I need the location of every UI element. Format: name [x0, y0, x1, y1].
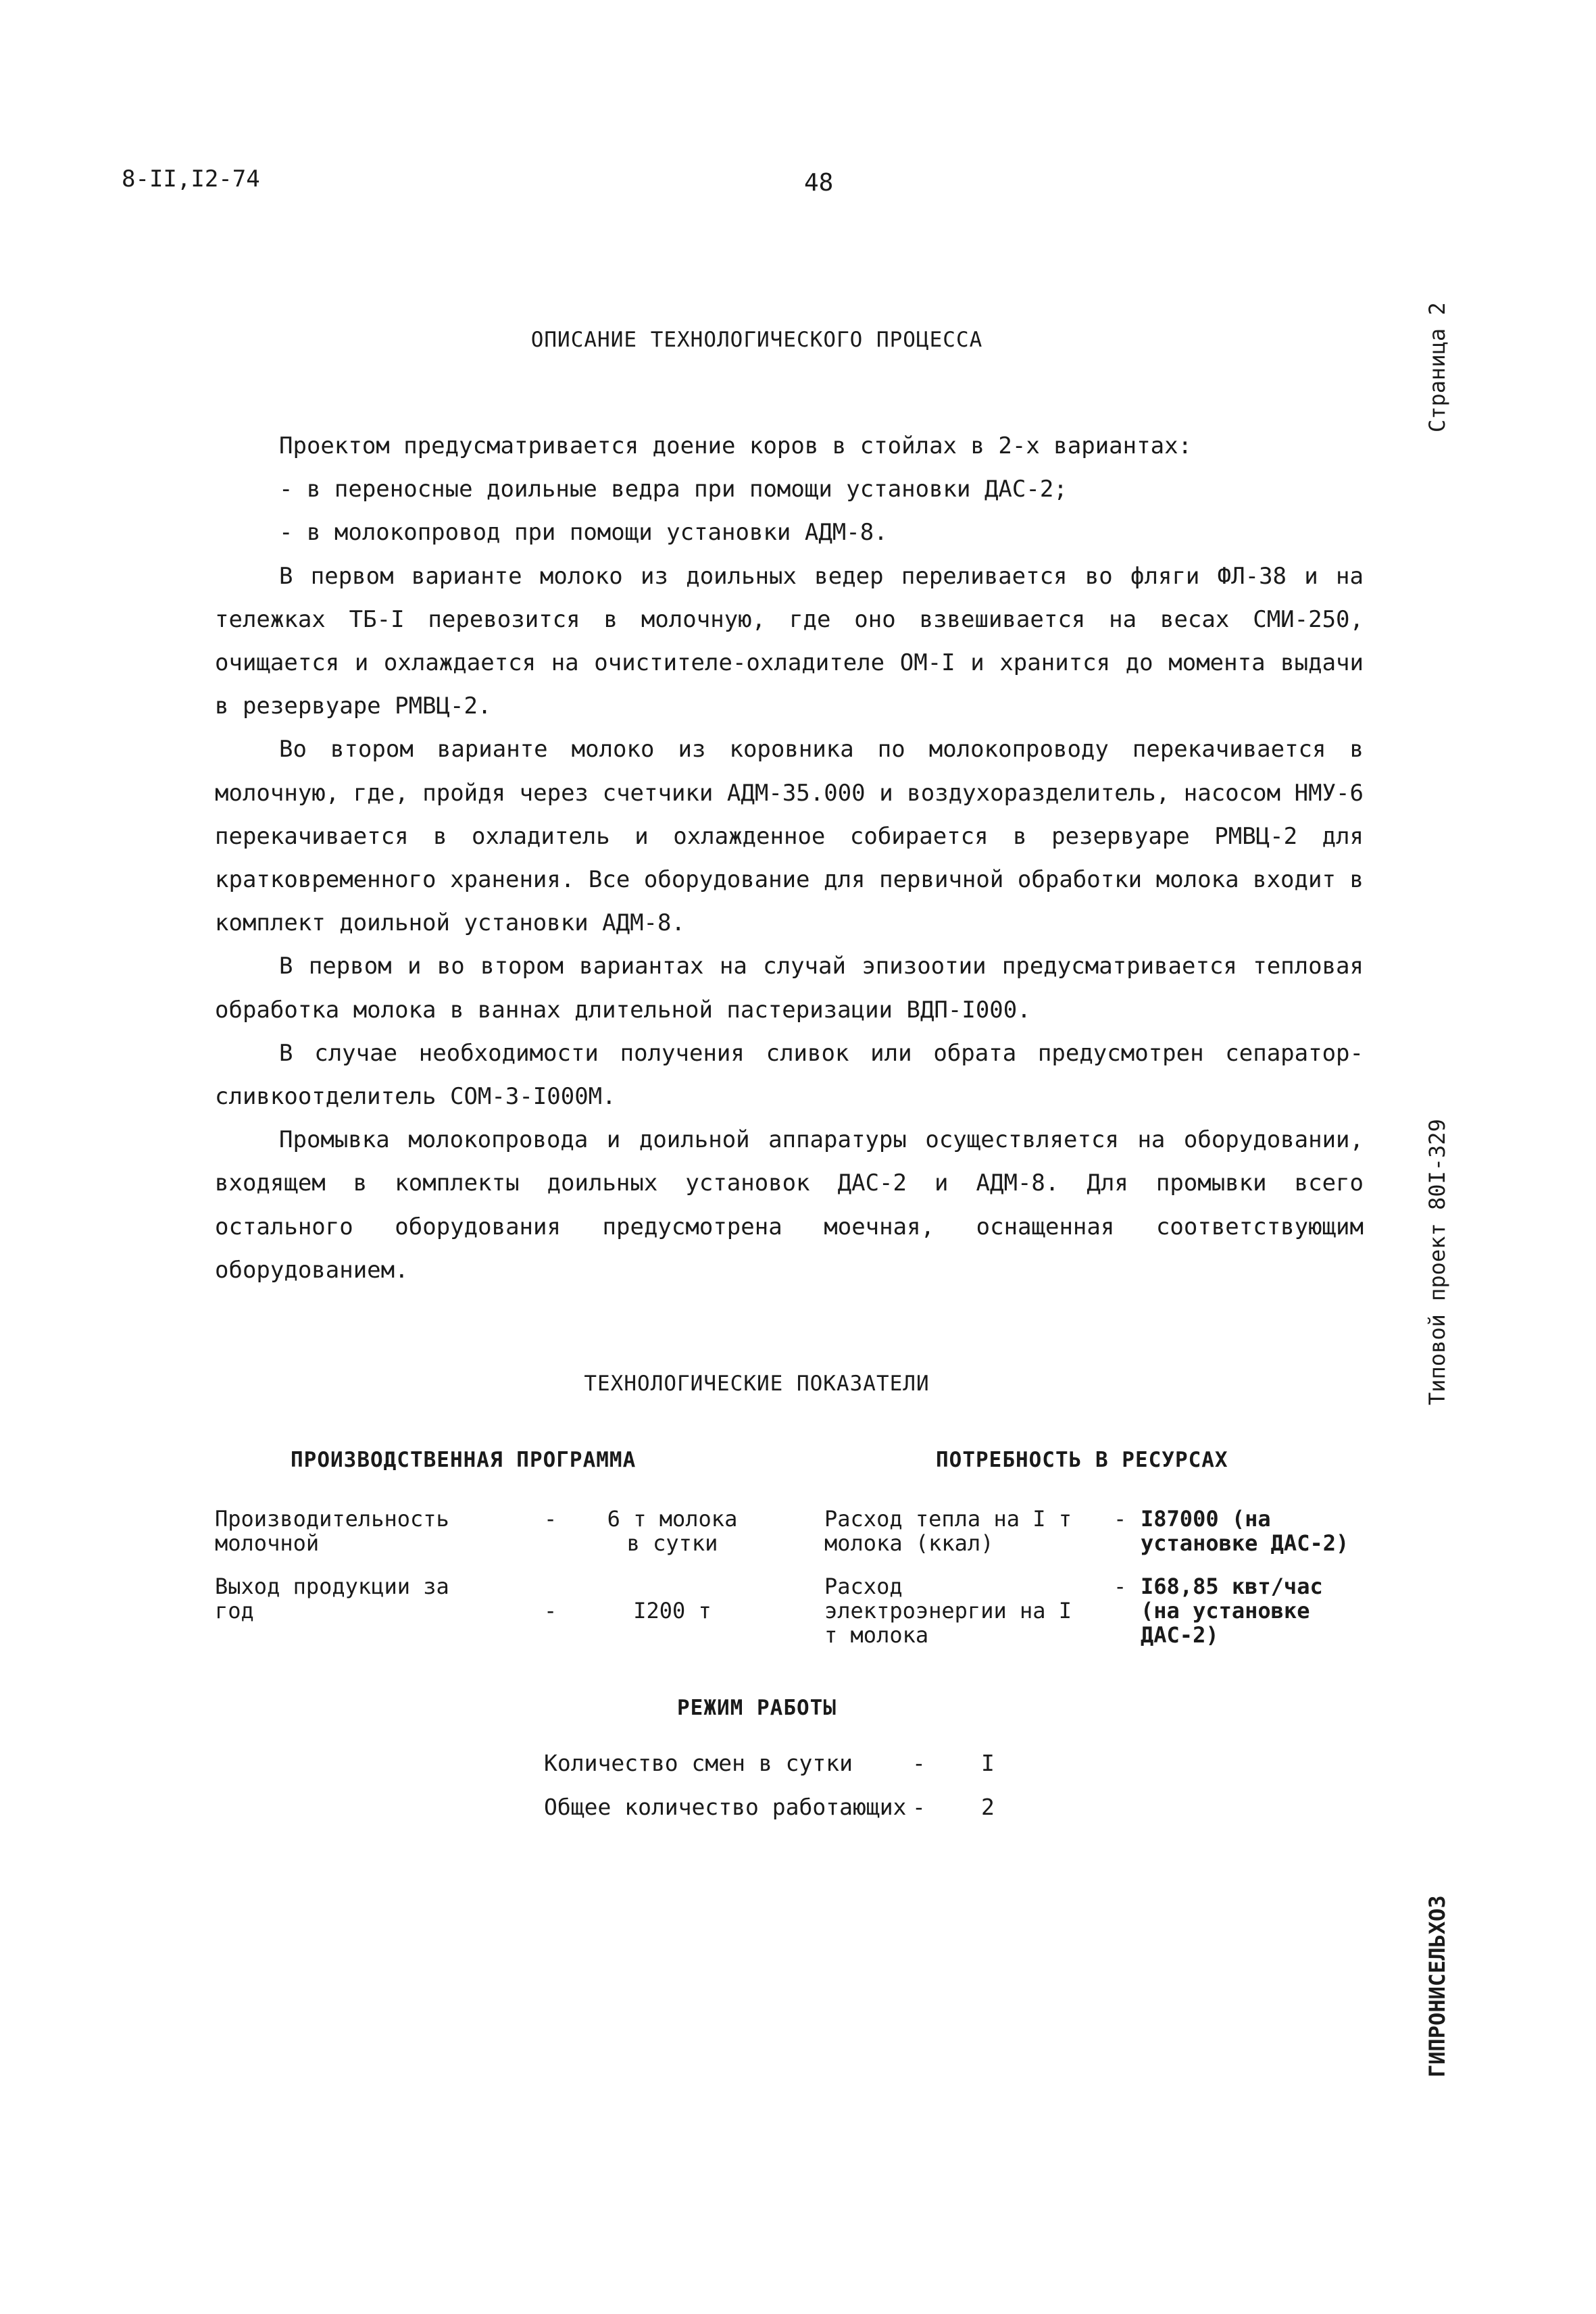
description-paragraph: Во втором варианте молоко из коровника по молокопроводу перекачивается в молочную, где, пройдя через счетчики АДМ-35.000 и воздухоразделитель, насосом НМУ-6 перекачивается в охладитель и охлажденное собирается в резервуаре РМВЦ-2 для кратковременного хранения. Все оборудование для первичной обработки молока входит в комплект доильной установки АДМ-8. [215, 736, 1364, 937]
description-paragraph: В первом и во втором вариантах на случай эпизоотии предусматривается тепловая обработка молока в ваннах длительной пастеризации ВДП-I000. [215, 953, 1364, 1024]
resource-dash: - [1114, 1506, 1127, 1532]
resource-dash: - [1114, 1574, 1127, 1599]
description-list-item: - в переносные доильные ведра при помощи установки ДАС-2; [279, 476, 1068, 503]
resource-value: I87000 (на установке ДАС-2) [1141, 1506, 1349, 1556]
work-mode-dash: - [912, 1750, 926, 1776]
work-mode-title: РЕЖИМ РАБОТЫ [677, 1696, 837, 1720]
indicators-title: ТЕХНОЛОГИЧЕСКИЕ ПОКАЗАТЕЛИ [584, 1372, 930, 1396]
resource-value: I68,85 квт/час (на установке ДАС-2) [1141, 1574, 1323, 1648]
side-project-label: Типовой проект 80I-329 [1424, 1119, 1450, 1405]
program-label: Выход продукции за год [215, 1574, 449, 1624]
program-header: ПРОИЗВОДСТВЕННАЯ ПРОГРАММА [291, 1448, 637, 1472]
resource-label: Расход тепла на I т молока (ккал) [824, 1506, 1072, 1556]
program-dash: - [544, 1598, 557, 1624]
resource-label: Расход электроэнергии на I т молока [824, 1574, 1072, 1648]
work-mode-dash: - [912, 1794, 926, 1820]
work-mode-value: 2 [981, 1794, 995, 1820]
description-paragraph: Промывка молокопровода и доильной аппаратуры осуществляется на оборудовании, входящем в комплекты доильных установок ДАС-2 и АДМ-8. Для промывки всего остального оборудования предусмотрена моечная, оснащенная соответствующим оборудованием. [215, 1126, 1364, 1284]
description-paragraph: В первом варианте молоко из доильных ведер переливается во фляги ФЛ-38 и на тележках ТБ-I перевозится в молочную, где оно взвешивается на весах СМИ-250, очищается и охлаждается на очистителе-охладителе ОМ-I и хранится до момента выдачи в резервуаре РМВЦ-2. [215, 562, 1364, 720]
description-list-item: - в молокопровод при помощи установки АДМ-8. [279, 519, 888, 547]
work-mode-value: I [981, 1750, 995, 1776]
document-code: 8-II,I2-74 [122, 166, 260, 193]
resources-header: ПОТРЕБНОСТЬ В РЕСУРСАХ [936, 1448, 1228, 1472]
description-body [215, 424, 1364, 1292]
work-mode-label: Количество смен в сутки [544, 1750, 853, 1776]
work-mode-label: Общее количество работающих [544, 1794, 907, 1820]
side-org-label: ГИПРОНИСЕЛЬХОЗ [1424, 1895, 1450, 2078]
page-number: 48 [804, 169, 834, 197]
description-title: ОПИСАНИЕ ТЕХНОЛОГИЧЕСКОГО ПРОЦЕССА [530, 328, 983, 352]
description-paragraph: Проектом предусматривается доение коров в стойлах в 2-х вариантах: [279, 432, 1193, 459]
side-page-label: Страница 2 [1424, 302, 1450, 432]
program-dash: - [544, 1506, 557, 1532]
program-value: 6 т молока в сутки [607, 1506, 738, 1556]
program-label: Производительность молочной [215, 1506, 449, 1556]
description-paragraph: В случае необходимости получения сливок или обрата предусмотрен сепаратор-сливкоотделитель СОМ-3-I000М. [215, 1039, 1364, 1111]
program-value: I200 т [633, 1598, 712, 1624]
